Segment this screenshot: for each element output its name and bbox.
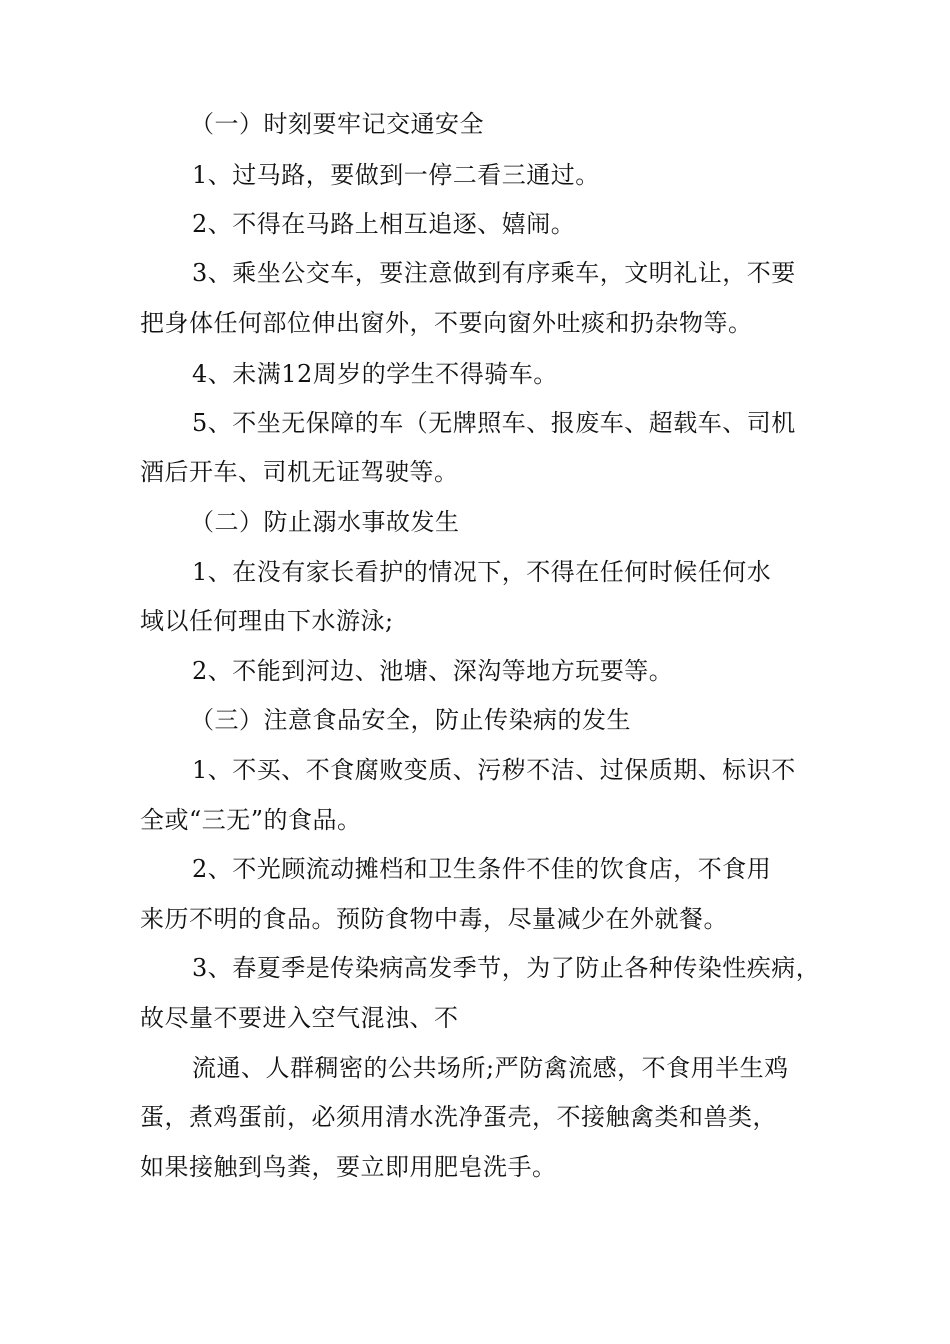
paragraph-line: 4、未满12周岁的学生不得骑车。 — [192, 360, 558, 388]
paragraph-line: 酒后开车、司机无证驾驶等。 — [140, 458, 459, 486]
paragraph-line: 把身体任何部位伸出窗外，不要向窗外吐痰和扔杂物等。 — [140, 309, 753, 337]
paragraph-line: 1、不买、不食腐败变质、污秽不洁、过保质期、标识不 — [192, 756, 796, 784]
paragraph-line: 5、不坐无保障的车（无牌照车、报废车、超载车、司机 — [192, 409, 796, 437]
section-heading-traffic: （一）时刻要牢记交通安全 — [190, 110, 484, 138]
paragraph-line: 流通、人群稠密的公共场所;严防禽流感，不食用半生鸡 — [192, 1054, 789, 1082]
paragraph-line: 1、在没有家长看护的情况下，不得在任何时候任何水 — [192, 558, 772, 586]
paragraph-line: 3、春夏季是传染病高发季节，为了防止各种传染性疾病， — [192, 954, 821, 982]
section-heading-drowning: （二）防止溺水事故发生 — [190, 508, 460, 536]
paragraph-line: 如果接触到鸟粪，要立即用肥皂洗手。 — [140, 1153, 557, 1181]
paragraph-line: 2、不得在马路上相互追逐、嬉闹。 — [192, 210, 576, 238]
section-heading-food-safety: （三）注意食品安全，防止传染病的发生 — [190, 706, 631, 734]
paragraph-line: 故尽量不要进入空气混浊、不 — [140, 1004, 459, 1032]
paragraph-line: 来历不明的食品。预防食物中毒，尽量减少在外就餐。 — [140, 905, 728, 933]
paragraph-line: 蛋，煮鸡蛋前，必须用清水洗净蛋壳，不接触禽类和兽类， — [140, 1103, 777, 1131]
paragraph-line: 2、不光顾流动摊档和卫生条件不佳的饮食店，不食用 — [192, 855, 772, 883]
paragraph-line: 全或“三无”的食品。 — [140, 806, 362, 834]
paragraph-line: 3、乘坐公交车，要注意做到有序乘车，文明礼让，不要 — [192, 259, 796, 287]
paragraph-line: 1、过马路，要做到一停二看三通过。 — [192, 161, 600, 189]
paragraph-line: 域以任何理由下水游泳; — [140, 607, 394, 635]
paragraph-line: 2、不能到河边、池塘、深沟等地方玩要等。 — [192, 657, 674, 685]
